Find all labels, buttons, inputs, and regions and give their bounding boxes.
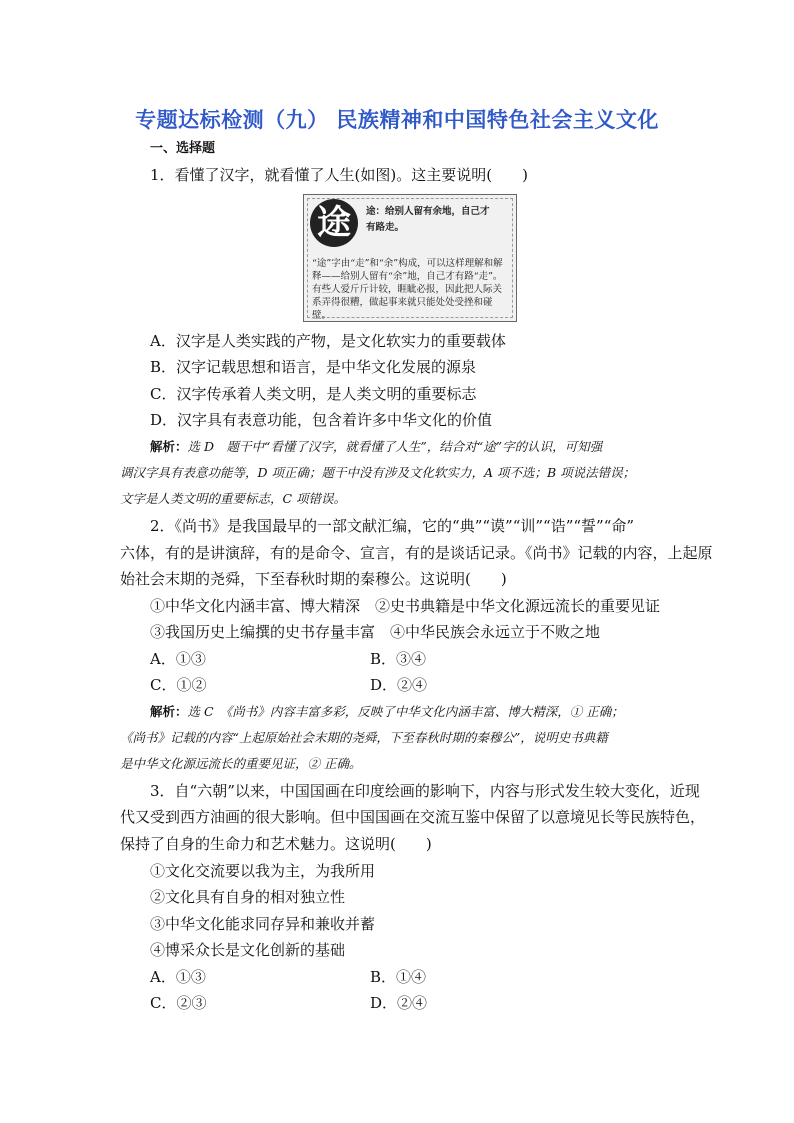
q2-option-d: D．②④ xyxy=(370,676,428,694)
q3-stem-line2: 代又受到西方油画的很大影响。但中国国画在交流互鉴中保留了以意境见长等民族特色， xyxy=(120,808,706,826)
figure-body-text: “途”字由“走”和“余”构成，可以这样理解和解释——给别人留有“余”地，自己才有路“走”。有些人爱斤斤计较，睚眦必报，因此把人际关系弄得很糟，做起事来就只能处处受挫和碰壁。 xyxy=(312,258,503,321)
figure-character: 途 xyxy=(310,199,358,247)
q2-analysis-line3: 是中华文化源远流长的重要见证，② 正确。 xyxy=(120,756,362,771)
q3-option-a: A．①③ xyxy=(150,968,206,986)
q3-statement-4: ④博采众长是文化创新的基础 xyxy=(150,941,346,959)
q3-stem-line1: 3．自“六朝”以来，中国国画在印度绘画的影响下，内容与形式发生较大变化，近现 xyxy=(150,782,700,800)
q3-statement-3: ③中华文化能求同存异和兼收并蓄 xyxy=(150,915,376,933)
q1-figure xyxy=(303,194,517,322)
q1-option-b: B．汉字记载思想和语言，是中华文化发展的源泉 xyxy=(150,358,477,376)
q3-option-b: B．①④ xyxy=(370,968,427,986)
q2-option-a: A．①③ xyxy=(150,650,206,668)
q3-statement-2: ②文化具有自身的相对独立性 xyxy=(150,888,346,906)
page-title: 专题达标检测（九） 民族精神和中国特色社会主义文化 xyxy=(135,108,659,132)
q1-analysis-label: 解析： xyxy=(150,439,188,454)
q3-statement-1: ①文化交流要以我为主，为我所用 xyxy=(150,862,376,880)
q1-option-c: C．汉字传承着人类文明，是人类文明的重要标志 xyxy=(150,385,477,403)
q1-analysis-line3: 文字是人类文明的重要标志，C 项错误。 xyxy=(120,491,347,506)
q2-analysis-line2: 《尚书》记载的内容“上起原始社会末期的尧舜，下至春秋时期的秦穆公”，说明史书典籍 xyxy=(120,730,608,745)
q3-option-c: C．②③ xyxy=(150,994,207,1012)
q2-stem-line3: 始社会末期的尧舜，下至春秋时期的秦穆公。这说明( ) xyxy=(120,570,507,588)
q3-stem-line3: 保持了自身的生命力和艺术魅力。这说明( ) xyxy=(120,835,432,853)
figure-caption-line2: 有路走。 xyxy=(366,222,405,233)
q1-stem: 1．看懂了汉字，就看懂了人生(如图)。这主要说明( ) xyxy=(150,166,528,184)
q1-analysis-line1 xyxy=(150,437,602,457)
q2-analysis-label: 解析： xyxy=(150,704,188,719)
q2-stem-line2: 六体，有的是讲演辞，有的是命令、宣言，有的是谈话记录。《尚书》记载的内容，上起原 xyxy=(120,544,713,562)
q1-option-a: A．汉字是人类实践的产物，是文化软实力的重要载体 xyxy=(150,332,506,350)
q2-analysis-text1: 选 C 《尚书》内容丰富多彩，反映了中华文化内涵丰富、博大精深，① 正确； xyxy=(187,704,624,719)
q2-stem-line1: 2．《尚书》是我国最早的一部文献汇编，它的“典”“谟”“训”“诰”“誓”“命” xyxy=(150,517,635,535)
q1-analysis-text1: 选 D 题干中“看懂了汉字，就看懂了人生”，结合对“途”字的认识，可知强 xyxy=(187,439,603,454)
q2-option-b: B．③④ xyxy=(370,650,427,668)
q2-statements-line1: ①中华文化内涵丰富、博大精深 ②史书典籍是中华文化源远流长的重要见证 xyxy=(150,597,661,615)
q1-option-d: D．汉字具有表意功能，包含着许多中华文化的价值 xyxy=(150,411,493,429)
section-heading: 一、选择题 xyxy=(150,141,216,156)
q1-analysis-line2: 调汉字具有表意功能等，D 项正确；题干中没有涉及文化软实力，A 项不选；B 项说法错误； xyxy=(120,465,636,480)
q2-statements-line2: ③我国历史上编撰的史书存量丰富 ④中华民族会永远立于不败之地 xyxy=(150,623,601,641)
q3-option-d: D．②④ xyxy=(370,994,428,1012)
q2-analysis-line1 xyxy=(150,702,624,722)
q2-option-c: C．①② xyxy=(150,676,207,694)
figure-caption-line1: 途：给别人留有余地，自己才 xyxy=(366,206,490,217)
